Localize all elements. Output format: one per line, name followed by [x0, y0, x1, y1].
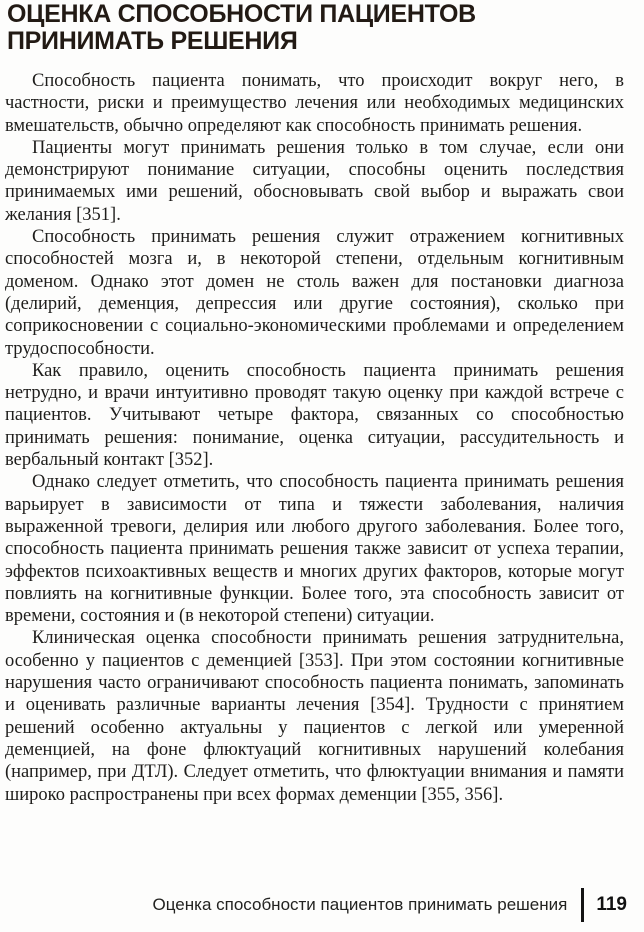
body-text — [5, 70, 624, 806]
paragraph: Способность пациента понимать, что происходит вокруг него, в частности, риски и преимущество лечения или необходимых медицинских вмешательств, обычно определяют как способность принимать решения. — [5, 71, 624, 136]
page-footer — [153, 888, 627, 922]
paragraph: Как правило, оценить способность пациента принимать решения нетрудно, и врачи интуитивно проводят такую оценку при каждой встрече с пациентов. Учитывают четыре фактора, связанных со способностью принимать решения: понимание, оценка ситуации, рассудительность и вербальный контакт [352]. — [5, 360, 624, 471]
paragraph: Однако следует отметить, что способность пациента принимать решения варьирует в зависимости от типа и тяжести заболевания, наличия выраженной тревоги, делирия или любого другого заболевания. Более того, способность пациента принимать решения также зависит от успеха терапии, эффектов психоактивных веществ и многих других факторов, которые могут повлиять на когнитивные функции. Более того, эта способность зависит от времени, состояния и (в некоторой степени) ситуации. — [5, 472, 624, 627]
page-number: 119 — [596, 894, 627, 915]
paragraph: Способность принимать решения служит отражением когнитивных способностей мозга и, в некоторой степени, отдельным когнитивным доменом. Однако этот домен не столь важен для постановки диагноза (делирий, деменция, депрессия или другие состояния), сколько при соприкосновении с социально-экономическими проблемами и определением трудоспособности. — [5, 227, 624, 359]
page-title-line-1: ОЦЕНКА СПОСОБНОСТИ ПАЦИЕНТОВ — [7, 0, 476, 28]
paragraph: Клиническая оценка способности принимать решения затруднительна, особенно у пациентов с деменцией [353]. При этом состоянии когнитивные нарушения часто ограничивают способность пациента понимать, запоминать и оценивать различные варианты лечения [354]. Трудности с принятием решений особенно актуальны у пациентов с легкой или умеренной деменцией, на фоне флюктуаций когнитивных нарушений колебания (например, при ДТЛ). Следует отметить, что флюктуации внимания и памяти широко распространены при всех формах деменции [355, 356]. — [5, 628, 624, 805]
page-title — [7, 0, 624, 55]
paragraph: Пациенты могут принимать решения только в том случае, если они демонстрируют понимание ситуации, способны оценить последствия принимаемых ими решений, обосновывать свой выбор и выражать свои желания [351]. — [5, 137, 624, 225]
footer-divider — [581, 888, 584, 922]
running-title: Оценка способности пациентов принимать решения — [152, 895, 568, 914]
page-title-line-2: ПРИНИМАТЬ РЕШЕНИЯ — [7, 27, 298, 55]
